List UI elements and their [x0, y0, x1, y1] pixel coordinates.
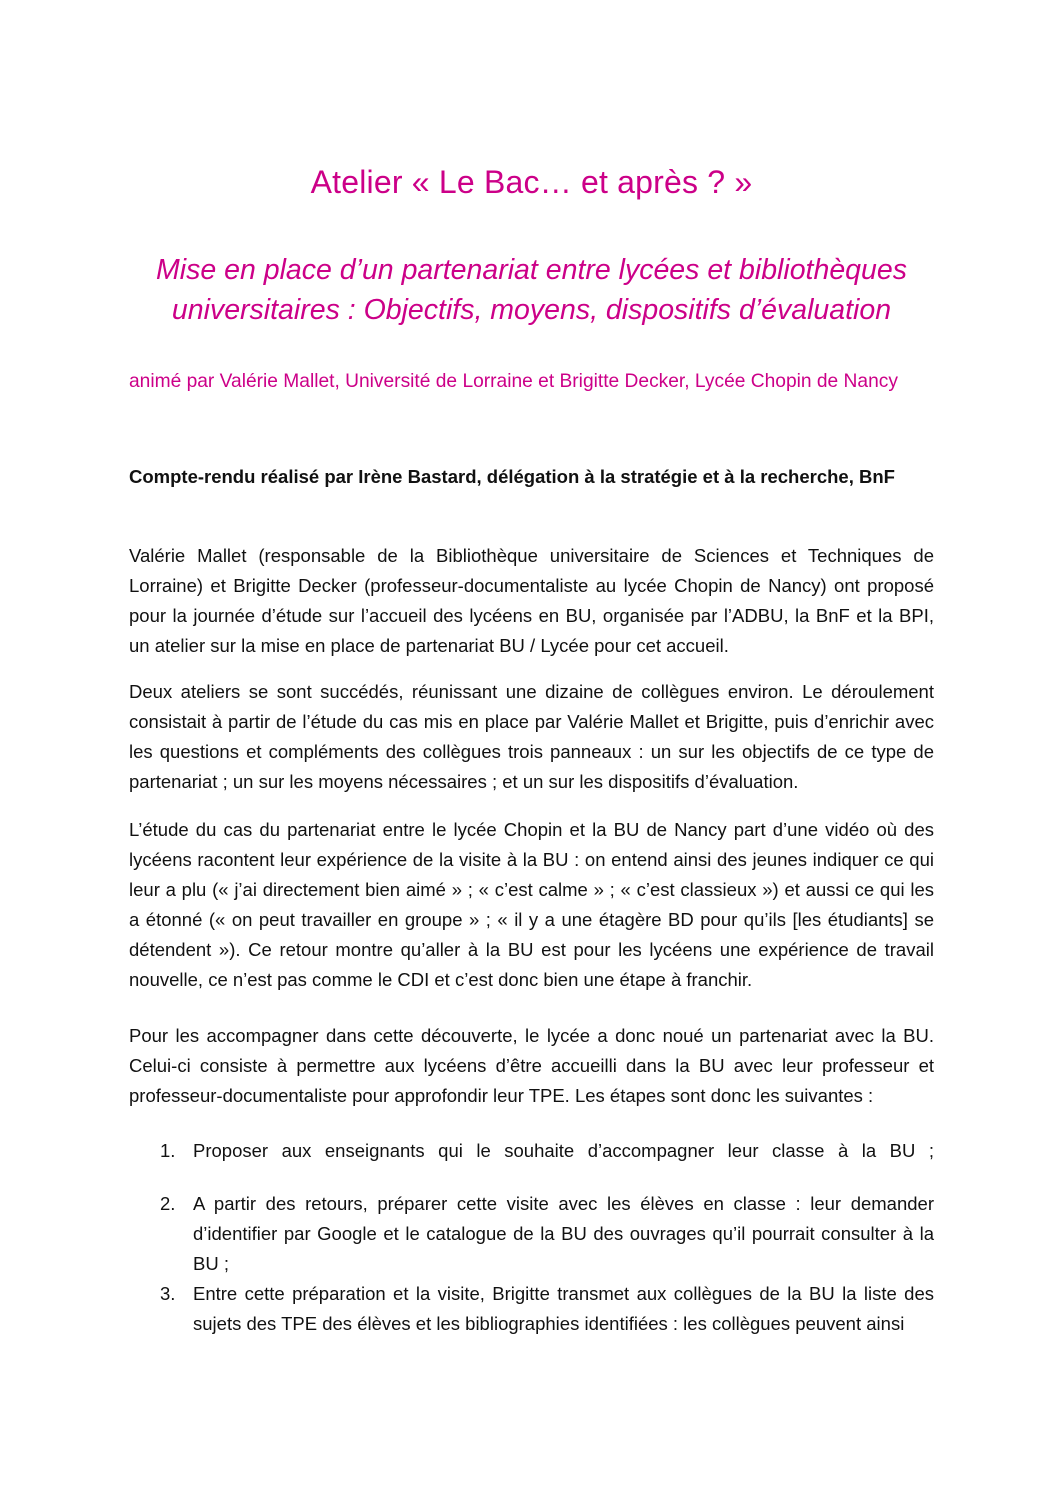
paragraph-case-study: L’étude du cas du partenariat entre le lycée Chopin et la BU de Nancy part d’une vidéo où des lycéens racontent leur expérience de la visite à la BU : on entend ainsi des jeunes indiquer ce qui leur a plu (« j’ai directement bien aimé » ; « c’est calme » ; « c’est classieux ») et aussi ce qui les a étonné (« on peut travailler en groupe » ; « il y a une étagère BD pour qu’ils [les étudiants] se détendent »). Ce retour montre qu’aller à la BU est pour les lycéens une expérience de travail nouvelle, ce n’est pas comme le CDI et c’est donc bien une étape à franchir.	[129, 819, 934, 990]
list-item	[129, 1279, 934, 1339]
animators-line: animé par Valérie Mallet, Université de Lorraine et Brigitte Decker, Lycée Chopin de Nancy	[129, 371, 898, 392]
document-subtitle: Mise en place d’un partenariat entre lycées et bibliothèques universitaires : Objectifs, moyens, dispositifs d’évaluation	[156, 254, 907, 326]
document-title: Atelier « Le Bac… et après ? »	[310, 164, 753, 200]
list-item-number: 3.	[160, 1283, 176, 1304]
list-item-text: Entre cette préparation et la visite, Brigitte transmet aux collègues de la BU la liste des sujets des TPE des élèves et les bibliographies identifiées : les collègues peuvent ainsi	[193, 1283, 934, 1334]
author-line: Compte-rendu réalisé par Irène Bastard, délégation à la stratégie et à la recherche, BnF	[129, 466, 895, 487]
list-item	[129, 1189, 934, 1279]
paragraph-partnership: Pour les accompagner dans cette découverte, le lycée a donc noué un partenariat avec la BU. Celui-ci consiste à permettre aux lycéens d’être accueilli dans la BU avec leur professeur et professeur-documentaliste pour approfondir leur TPE. Les étapes sont donc les suivantes :	[129, 1025, 934, 1106]
paragraph-intro: Valérie Mallet (responsable de la Bibliothèque universitaire de Sciences et Techniques de Lorraine) et Brigitte Decker (professeur-documentaliste au lycée Chopin de Nancy) ont proposé pour la journée d’étude sur l’accueil des lycéens en BU, organisée par l’ADBU, la BnF et la BPI, un atelier sur la mise en place de partenariat BU / Lycée pour cet accueil.	[129, 545, 934, 656]
list-item-text: A partir des retours, préparer cette visite avec les élèves en classe : leur demander d’identifier par Google et le catalogue de la BU des ouvrages qu’il pourrait consulter à la BU ;	[193, 1193, 934, 1274]
paragraph-workshops: Deux ateliers se sont succédés, réunissant une dizaine de collègues environ. Le déroulement consistait à partir de l’étude du cas mis en place par Valérie Mallet et Brigitte, puis d’enrichir avec les questions et compléments des collègues trois panneaux : un sur les objectifs de ce type de partenariat ; un sur les moyens nécessaires ; et un sur les dispositifs d’évaluation.	[129, 681, 934, 792]
list-item-number: 1.	[160, 1140, 176, 1161]
steps-list	[129, 1136, 934, 1339]
list-item	[129, 1136, 934, 1166]
list-item-text: Proposer aux enseignants qui le souhaite d’accompagner leur classe à la BU ;	[193, 1140, 934, 1161]
list-item-number: 2.	[160, 1193, 176, 1214]
